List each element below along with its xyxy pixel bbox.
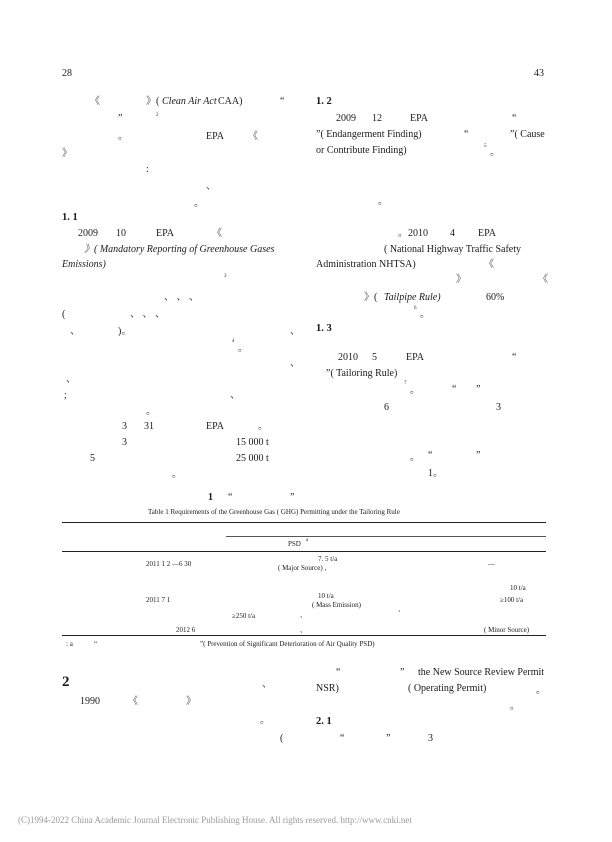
text-fragment: “ <box>340 733 345 744</box>
footnote-ref: a <box>306 538 309 543</box>
table-bottom-rule <box>62 635 546 636</box>
section-heading: 2. 1 <box>316 716 332 727</box>
text-fragment: “ <box>512 113 517 124</box>
table-row-1-source: ( Major Source) , <box>278 564 327 572</box>
table-caption-number: 1 <box>208 492 213 503</box>
copyright-footer: (C)1994-2022 China Academic Journal Electronic Publishing House. All rights reserved. http://www.cnki.net <box>18 815 412 825</box>
text-fragment: “ <box>512 352 517 363</box>
text-fragment: 2009 <box>336 113 356 124</box>
text-fragment: 3 <box>496 402 501 413</box>
text-fragment: 2010 <box>338 352 358 363</box>
text-fragment: ” <box>290 492 295 503</box>
text-fragment: ”( Tailoring Rule) <box>326 368 398 379</box>
text-fragment: 》( <box>146 96 160 107</box>
table-row-1-date: 2011 1 2 —6 30 <box>146 560 192 568</box>
text-fragment: 。 <box>238 343 248 354</box>
text-fragment: or Contribute Finding) <box>316 145 407 156</box>
text-fragment: 、 <box>262 679 272 690</box>
footnote-ref: 2 <box>156 113 159 118</box>
table-row-2-right-threshold: ≥100 t/a <box>500 596 524 604</box>
text-fragment: 3 <box>122 437 127 448</box>
text-fragment: EPA <box>206 131 224 142</box>
text-fragment: “ <box>228 492 233 503</box>
text-fragment: 31 <box>144 421 154 432</box>
table-row-1-value: 7. 5 t/a <box>318 555 338 563</box>
text-fragment: NSR) <box>316 683 339 694</box>
text-fragment: 。 <box>410 452 420 463</box>
text-fragment: ; <box>64 390 67 401</box>
table-row-2-right-value: 10 t/a <box>510 584 526 592</box>
text-fragment: 3 <box>428 733 433 744</box>
text-fragment: 。 <box>410 385 420 396</box>
text-fragment: 2009 <box>78 228 98 239</box>
table-head-subrule <box>226 536 546 537</box>
footnote-ref: 6 <box>414 306 417 311</box>
text-fragment: 。 <box>194 198 204 209</box>
text-fragment: 、 、 、 <box>130 309 165 320</box>
text-fragment: 、 <box>290 358 300 369</box>
text-fragment: 、 <box>300 611 307 619</box>
text-fragment: 。 <box>146 406 156 417</box>
table-note: : a <box>66 640 73 648</box>
text-fragment: 。 <box>536 685 546 696</box>
text-fragment: Administration NHTSA) <box>316 259 416 270</box>
text-fragment: 《 <box>212 228 222 239</box>
text-fragment: EPA <box>206 421 224 432</box>
text-fragment: 《 <box>248 131 258 142</box>
text-fragment: 。 <box>118 131 128 142</box>
section-heading: 1. 3 <box>316 323 332 334</box>
table-top-rule <box>62 522 546 523</box>
text-fragment: “ <box>280 96 285 107</box>
text-fragment: Emissions) <box>62 259 106 270</box>
table-row-1-dash: — <box>488 560 495 568</box>
text-fragment: 60% <box>486 292 505 303</box>
text-fragment: 15 000 t <box>236 437 269 448</box>
text-fragment: ” <box>386 733 391 744</box>
table-head-rule <box>62 551 546 552</box>
page-number-right: 43 <box>534 68 544 79</box>
text-fragment: 、 <box>300 626 307 634</box>
footnote-ref: 3 <box>224 274 227 279</box>
table-row-2-date: 2011 7 1 <box>146 596 171 604</box>
text-fragment: 《 <box>538 274 548 285</box>
text-fragment: “ <box>336 667 341 678</box>
page-number-left: 28 <box>62 68 72 79</box>
text-fragment: 5 <box>372 352 377 363</box>
text-fragment: 、 <box>230 390 240 401</box>
text-fragment: 》( Mandatory Reporting of Greenhouse Gases <box>84 244 275 255</box>
table-row-3-date: 2012 6 <box>176 626 196 634</box>
text-fragment: 10 <box>116 228 126 239</box>
text-fragment: “ <box>464 129 469 140</box>
text-fragment: EPA <box>410 113 428 124</box>
text-fragment: 、 <box>70 326 80 337</box>
text-fragment: ( <box>280 733 284 744</box>
text-fragment: ”( Endangerment Finding) <box>316 129 422 140</box>
footnote-ref: 5 <box>484 144 487 149</box>
text-fragment: 。 <box>172 469 182 480</box>
text-fragment: 3 <box>122 421 127 432</box>
text-fragment: ” <box>118 113 123 124</box>
text-fragment: 》 <box>456 274 466 285</box>
text-fragment: 。 <box>420 309 430 320</box>
table-note-text: ”( Prevention of Significant Deterioration of Air Quality PSD) <box>200 640 375 648</box>
text-fragment: EPA <box>156 228 174 239</box>
section-heading: 1. 1 <box>62 212 78 223</box>
text-fragment: 、 <box>206 181 216 192</box>
text-fragment: ( Operating Permit) <box>408 683 487 694</box>
text-fragment: 6 <box>384 402 389 413</box>
text-fragment: 》 <box>62 148 72 159</box>
text-fragment: ( National Highway Traffic Safety <box>384 244 522 255</box>
text-fragment: 》 <box>186 696 196 707</box>
text-fragment: 、 <box>66 374 76 385</box>
text-fragment: CAA) <box>218 96 243 107</box>
text-fragment: 1。 <box>428 468 443 479</box>
section-heading: 2 <box>62 674 70 690</box>
text-fragment: 5 <box>90 453 95 464</box>
text-fragment: “ <box>94 640 98 648</box>
text-fragment: 。2010 <box>398 228 428 239</box>
text-fragment: 《 <box>484 259 494 270</box>
text-fragment: 《 <box>128 696 138 707</box>
text-fragment: 25 000 t <box>236 453 269 464</box>
text-fragment: the New Source Review Permit <box>418 667 545 678</box>
text-fragment: 、 <box>290 326 300 337</box>
text-fragment: ” <box>476 384 481 395</box>
text-fragment: ”( Cause <box>510 129 545 140</box>
text-fragment: 。 <box>260 715 270 726</box>
text-fragment: 。 <box>510 701 520 712</box>
text-fragment: EPA <box>406 352 424 363</box>
table-row-2-value: 10 t/a <box>318 592 334 600</box>
text-fragment: 、 、 、 <box>164 292 199 303</box>
text-fragment: : <box>146 164 149 175</box>
text-fragment: ” <box>400 667 405 678</box>
text-fragment: )。 <box>118 326 132 337</box>
text-fragment: Tailpipe Rule) <box>384 292 441 303</box>
text-fragment: 《 <box>90 96 100 107</box>
footnote-ref: 7 <box>404 381 407 386</box>
section-heading: 1. 2 <box>316 96 332 107</box>
text-fragment: ” <box>476 450 481 461</box>
table-row-2-threshold-250: ≥250 t/a <box>232 612 256 620</box>
table-header-psd: PSD <box>288 540 301 548</box>
text-fragment: 、 <box>398 605 405 613</box>
table-row-2-source: ( Mass Emission) <box>312 601 361 609</box>
text-fragment: 。 <box>258 421 268 432</box>
text-fragment: 。 <box>490 147 500 158</box>
text-fragment: 1990 <box>80 696 100 707</box>
text-fragment: 4 <box>450 228 455 239</box>
text-fragment: 》( <box>364 292 378 303</box>
text-fragment: “ <box>452 384 457 395</box>
text-fragment: Clean Air Act <box>162 96 217 107</box>
table-row-3-minor-source: ( Minor Source) <box>484 626 530 634</box>
footnote-ref: 4 <box>232 339 235 344</box>
table-caption-english: Table 1 Requirements of the Greenhouse Gas ( GHG) Permitting under the Tailoring Rule <box>148 508 400 516</box>
text-fragment: 。 <box>378 196 388 207</box>
text-fragment: “ <box>428 450 433 461</box>
text-fragment: ( <box>62 309 66 320</box>
text-fragment: EPA <box>478 228 496 239</box>
text-fragment: 12 <box>372 113 382 124</box>
